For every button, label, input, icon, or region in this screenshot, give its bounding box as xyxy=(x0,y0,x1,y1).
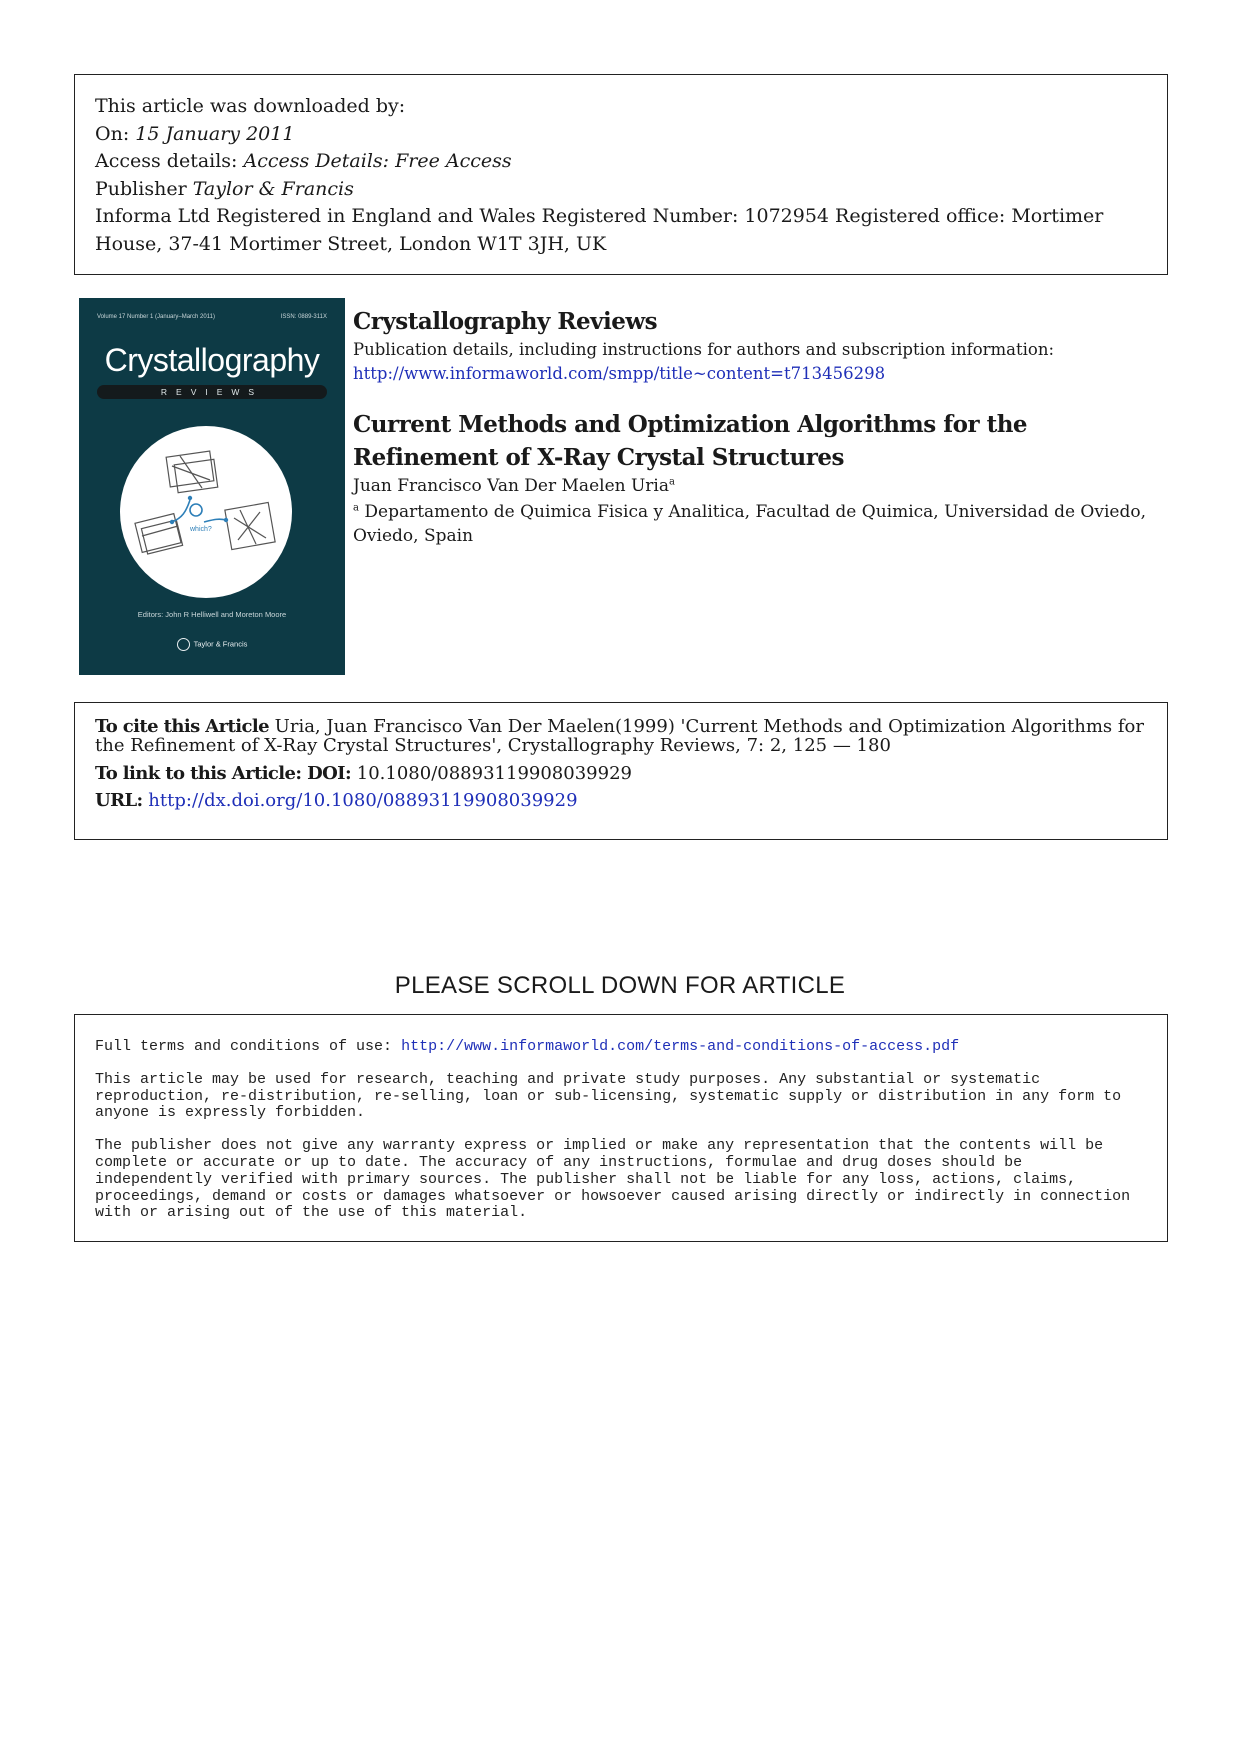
journal-info xyxy=(353,306,1163,548)
cover-editors: Editors: John R Helliwell and Moreton Moore xyxy=(137,610,287,619)
publisher-logo-icon xyxy=(177,638,190,651)
doi-label: To link to this Article: DOI: xyxy=(95,763,352,784)
author xyxy=(353,474,1163,498)
crystal-structure-icon xyxy=(120,426,292,598)
cover-disc-label: which? xyxy=(190,526,212,533)
author-affiliation-mark: a xyxy=(669,476,675,488)
cover-subtitle: REVIEWS xyxy=(97,385,327,399)
terms-row xyxy=(95,1039,1147,1056)
cover-issn: ISSN: 0889-311X xyxy=(280,314,327,320)
cover-publisher-logo xyxy=(79,638,345,651)
download-date-label: On: xyxy=(95,122,130,145)
registration-info: Informa Ltd Registered in England and Wales Registered Number: 1072954 Registered office: Mortimer House, 37-41 Mortimer Street, London W1T 3JH, UK xyxy=(95,205,1104,255)
access-details xyxy=(95,148,1147,176)
cover-brand: Crystallography xyxy=(104,342,320,378)
access-details-value: Access Details: Free Access xyxy=(243,150,512,172)
citation-box xyxy=(74,702,1168,840)
cite-label: To cite this Article xyxy=(95,716,269,737)
cite-text: Uria, Juan Francisco Van Der Maelen(1999) 'Current Methods and Optimization Algorithms for the Refinement of X-Ray Crystal Structures', Crystallography Reviews, 7: 2, 125 — 180 xyxy=(95,716,1144,756)
scroll-notice: PLEASE SCROLL DOWN FOR ARTICLE xyxy=(394,972,846,999)
journal-url-link[interactable]: http://www.informaworld.com/smpp/title~content=t713456298 xyxy=(353,364,886,383)
url-label: URL: xyxy=(95,790,143,811)
cover-volume: Volume 17 Number 1 (January–March 2011) xyxy=(97,314,215,320)
download-heading: This article was downloaded by: xyxy=(95,95,406,117)
cite-article xyxy=(95,717,1147,755)
url-row xyxy=(95,790,1147,812)
doi-value: 10.1080/08893119908039929 xyxy=(356,763,632,784)
author-name: Juan Francisco Van Der Maelen Uria xyxy=(353,476,670,496)
affiliation-text: Departamento de Quimica Fisica y Analitica, Facultad de Quimica, Universidad de Oviedo, Oviedo, Spain xyxy=(353,502,1146,546)
journal-title: Crystallography Reviews xyxy=(353,308,658,335)
download-date-value: 15 January 2011 xyxy=(135,122,295,145)
terms-paragraph-warranty: The publisher does not give any warranty express or implied or make any representation that the contents will be complete or accurate or up to date. The accuracy of any instructions, formulae and drug doses should be independently verified with primary sources. The publisher shall not be liable for any loss, actions, claims, proceedings, demand or costs or damages whatsoever or howsoever caused arising directly or indirectly in connection with or arising out of the use of this material. xyxy=(95,1137,1131,1222)
publisher-label: Publisher xyxy=(95,177,187,200)
cover-crystal-illustration xyxy=(120,426,292,598)
terms-box xyxy=(74,1014,1168,1242)
doi-row xyxy=(95,763,1147,785)
download-info-box xyxy=(74,74,1168,275)
affiliation-mark: a xyxy=(353,502,359,514)
terms-label: Full terms and conditions of use: xyxy=(95,1038,393,1055)
download-date xyxy=(95,121,1147,149)
article-title: Current Methods and Optimization Algorithms for the Refinement of X-Ray Crystal Structures xyxy=(353,411,1028,471)
cover-logo-text: Taylor & Francis xyxy=(193,639,248,649)
journal-cover-image xyxy=(79,298,345,675)
access-details-label: Access details: xyxy=(95,150,238,172)
publication-details: Publication details, including instructions for authors and subscription information: xyxy=(353,340,1055,359)
doi-url-link[interactable]: http://dx.doi.org/10.1080/08893119908039929 xyxy=(148,790,578,811)
publisher-value: Taylor & Francis xyxy=(192,177,354,200)
publisher xyxy=(95,176,1147,204)
affiliation xyxy=(353,500,1163,548)
terms-paragraph-usage: This article may be used for research, teaching and private study purposes. Any substantial or systematic reproduction, re-distribution, re-selling, loan or sub-licensing, systematic supply or distribution in any form to anyone is expressly forbidden. xyxy=(95,1070,1122,1122)
terms-url-link[interactable]: http://www.informaworld.com/terms-and-conditions-of-access.pdf xyxy=(401,1038,960,1055)
